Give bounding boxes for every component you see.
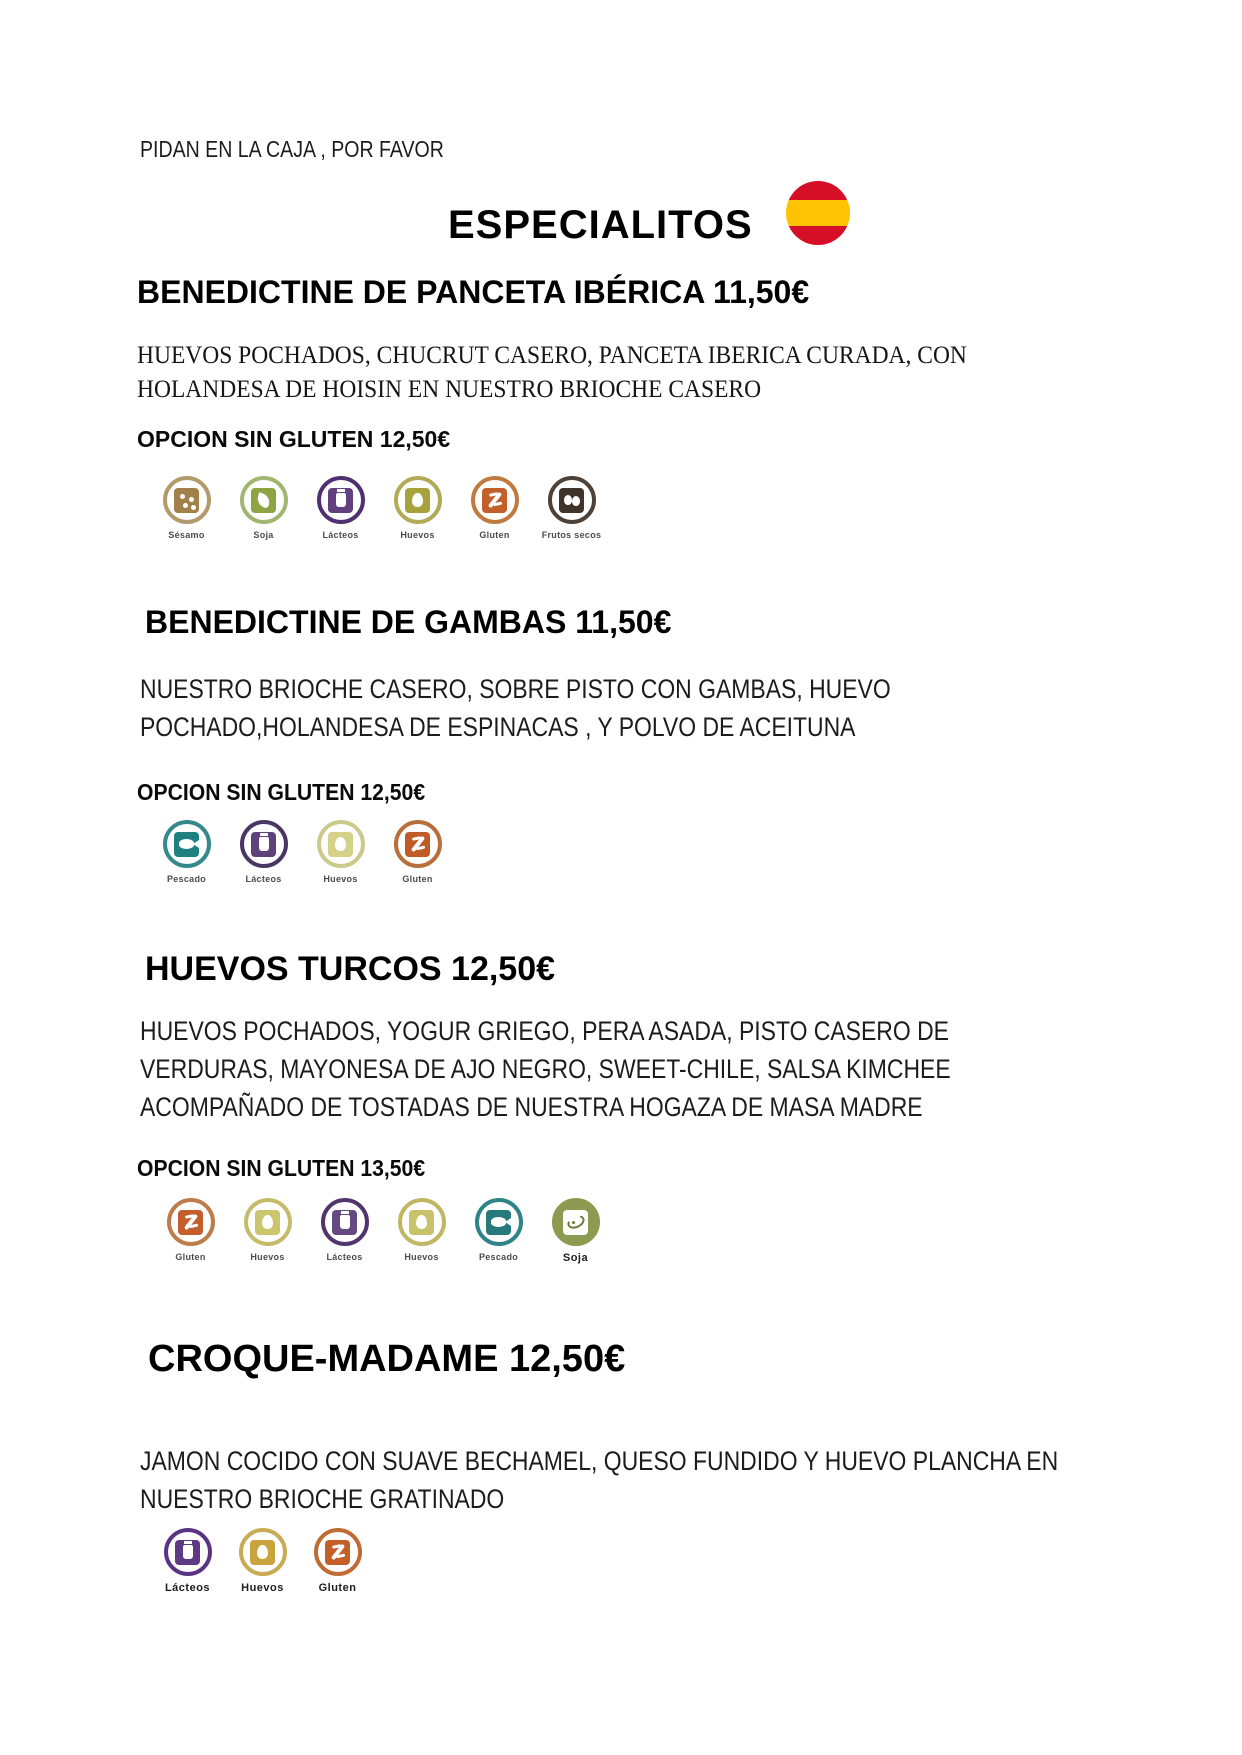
sesame-icon — [163, 476, 211, 524]
gluten-free-option: OPCION SIN GLUTEN 12,50€ — [137, 426, 451, 452]
allergen-egg — [302, 820, 379, 884]
egg-glyph — [257, 1545, 268, 1559]
allergen-bean — [537, 1198, 614, 1264]
milk-glyph — [183, 1545, 193, 1559]
egg-glyph — [416, 1215, 427, 1229]
allergen-fish — [148, 820, 225, 884]
egg-icon — [317, 820, 365, 868]
allergen-row — [148, 820, 456, 884]
dish-description-line: HOLANDESA DE HOISIN EN NUESTRO BRIOCHE CASERO — [137, 376, 762, 403]
allergen-badge — [174, 832, 199, 857]
gluten-free-option: OPCION SIN GLUTEN 13,50€ — [137, 1155, 426, 1181]
allergen-badge — [332, 1210, 357, 1235]
allergen-badge — [178, 1210, 203, 1235]
allergen-label: Soja — [562, 1252, 589, 1264]
dish-title: HUEVOS TURCOS 12,50€ — [145, 950, 556, 988]
egg-glyph — [412, 493, 423, 507]
allergen-milk — [150, 1528, 225, 1594]
milk-icon — [317, 476, 365, 524]
bean-glyph — [565, 1213, 586, 1231]
allergen-row — [150, 1528, 375, 1594]
bean-icon — [552, 1198, 600, 1246]
allergen-egg — [229, 1198, 306, 1262]
wheat-icon — [167, 1198, 215, 1246]
allergen-badge — [175, 1540, 200, 1565]
milk-glyph — [340, 1215, 350, 1229]
allergen-milk — [225, 820, 302, 884]
allergen-label: Lácteos — [245, 874, 282, 884]
allergen-row — [152, 1198, 614, 1264]
milk-glyph — [259, 837, 269, 851]
dish-title: BENEDICTINE DE GAMBAS 11,50€ — [145, 604, 672, 640]
spain-flag-icon — [786, 181, 850, 245]
allergen-badge — [325, 1540, 350, 1565]
allergen-fish — [460, 1198, 537, 1262]
egg-icon — [244, 1198, 292, 1246]
allergen-label: Sésamo — [168, 530, 205, 540]
allergen-badge — [486, 1210, 511, 1235]
gluten-free-option: OPCION SIN GLUTEN 12,50€ — [137, 779, 426, 805]
allergen-milk — [302, 476, 379, 540]
wheat-glyph — [487, 492, 501, 509]
allergen-label: Soja — [253, 530, 274, 540]
allergen-label: Pescado — [478, 1252, 519, 1262]
egg-icon — [239, 1528, 287, 1576]
allergen-label: Huevos — [404, 1252, 439, 1262]
allergen-badge — [251, 488, 276, 513]
allergen-label: Huevos — [241, 1582, 284, 1594]
allergen-badge — [328, 488, 353, 513]
allergen-badge — [405, 488, 430, 513]
wheat-glyph — [330, 1544, 344, 1561]
allergen-badge — [328, 832, 353, 857]
allergen-label: Lácteos — [326, 1252, 363, 1262]
dish-description-line: HUEVOS POCHADOS, YOGUR GRIEGO, PERA ASADA, PISTO CASERO DE — [140, 1016, 949, 1046]
allergen-label: Pescado — [166, 874, 207, 884]
allergen-egg — [379, 476, 456, 540]
egg-glyph — [262, 1215, 273, 1229]
allergen-badge — [405, 832, 430, 857]
allergen-badge — [559, 488, 584, 513]
allergen-milk — [306, 1198, 383, 1262]
allergen-badge — [250, 1540, 275, 1565]
nuts-glyph — [564, 495, 572, 505]
dish-description-line: HUEVOS POCHADOS, CHUCRUT CASERO, PANCETA IBERICA CURADA, CON — [137, 342, 967, 369]
allergen-badge — [174, 488, 199, 513]
egg-glyph — [335, 837, 346, 851]
allergen-label: Frutos secos — [541, 530, 602, 540]
wheat-glyph — [183, 1214, 197, 1231]
allergen-badge — [255, 1210, 280, 1235]
allergen-badge — [251, 832, 276, 857]
dish-description-line: JAMON COCIDO CON SUAVE BECHAMEL, QUESO FUNDIDO Y HUEVO PLANCHA EN — [140, 1446, 1059, 1476]
milk-icon — [321, 1198, 369, 1246]
dish-title: BENEDICTINE DE PANCETA IBÉRICA 11,50€ — [137, 274, 810, 310]
order-note — [140, 136, 497, 163]
soy-leaf-icon — [240, 476, 288, 524]
order-note-text: PIDAN EN LA CAJA , POR FAVOR — [140, 136, 444, 162]
dish-description-line: ACOMPAÑADO DE TOSTADAS DE NUESTRA HOGAZA DE MASA MADRE — [140, 1092, 923, 1122]
allergen-label: Gluten — [318, 1582, 357, 1594]
allergen-label: Huevos — [400, 530, 435, 540]
dish-description-line: POCHADO,HOLANDESA DE ESPINACAS , Y POLVO DE ACEITUNA — [140, 712, 856, 742]
dish-description-line: VERDURAS, MAYONESA DE AJO NEGRO, SWEET-CHILE, SALSA KIMCHEE — [140, 1054, 951, 1084]
sesame-glyph — [180, 494, 185, 499]
allergen-soy-leaf — [225, 476, 302, 540]
nuts-icon — [548, 476, 596, 524]
allergen-badge — [409, 1210, 434, 1235]
allergen-nuts — [533, 476, 610, 540]
page-title: ESPECIALITOS — [448, 203, 753, 247]
allergen-egg — [383, 1198, 460, 1262]
allergen-wheat — [456, 476, 533, 540]
allergen-label: Gluten — [175, 1252, 206, 1262]
milk-glyph — [336, 493, 346, 507]
fish-glyph — [179, 839, 194, 849]
allergen-wheat — [300, 1528, 375, 1594]
allergen-label: Gluten — [479, 530, 510, 540]
wheat-glyph — [410, 836, 424, 853]
fish-icon — [163, 820, 211, 868]
wheat-icon — [394, 820, 442, 868]
allergen-label: Huevos — [250, 1252, 285, 1262]
allergen-egg — [225, 1528, 300, 1594]
dish-description-line: NUESTRO BRIOCHE GRATINADO — [140, 1484, 505, 1514]
dish-description-line: NUESTRO BRIOCHE CASERO, SOBRE PISTO CON GAMBAS, HUEVO — [140, 674, 891, 704]
egg-icon — [398, 1198, 446, 1246]
fish-icon — [475, 1198, 523, 1246]
allergen-wheat — [152, 1198, 229, 1262]
allergen-badge — [563, 1210, 588, 1235]
wheat-icon — [471, 476, 519, 524]
wheat-icon — [314, 1528, 362, 1576]
dish-title: CROQUE-MADAME 12,50€ — [148, 1338, 626, 1380]
fish-glyph — [491, 1217, 506, 1227]
allergen-wheat — [379, 820, 456, 884]
allergen-label: Lácteos — [164, 1582, 211, 1594]
allergen-label: Lácteos — [322, 530, 359, 540]
allergen-badge — [482, 488, 507, 513]
allergen-label: Huevos — [323, 874, 358, 884]
soy-leaf-glyph — [255, 492, 271, 508]
allergen-row — [148, 476, 610, 540]
allergen-sesame — [148, 476, 225, 540]
allergen-label: Gluten — [402, 874, 433, 884]
milk-icon — [164, 1528, 212, 1576]
milk-icon — [240, 820, 288, 868]
egg-icon — [394, 476, 442, 524]
